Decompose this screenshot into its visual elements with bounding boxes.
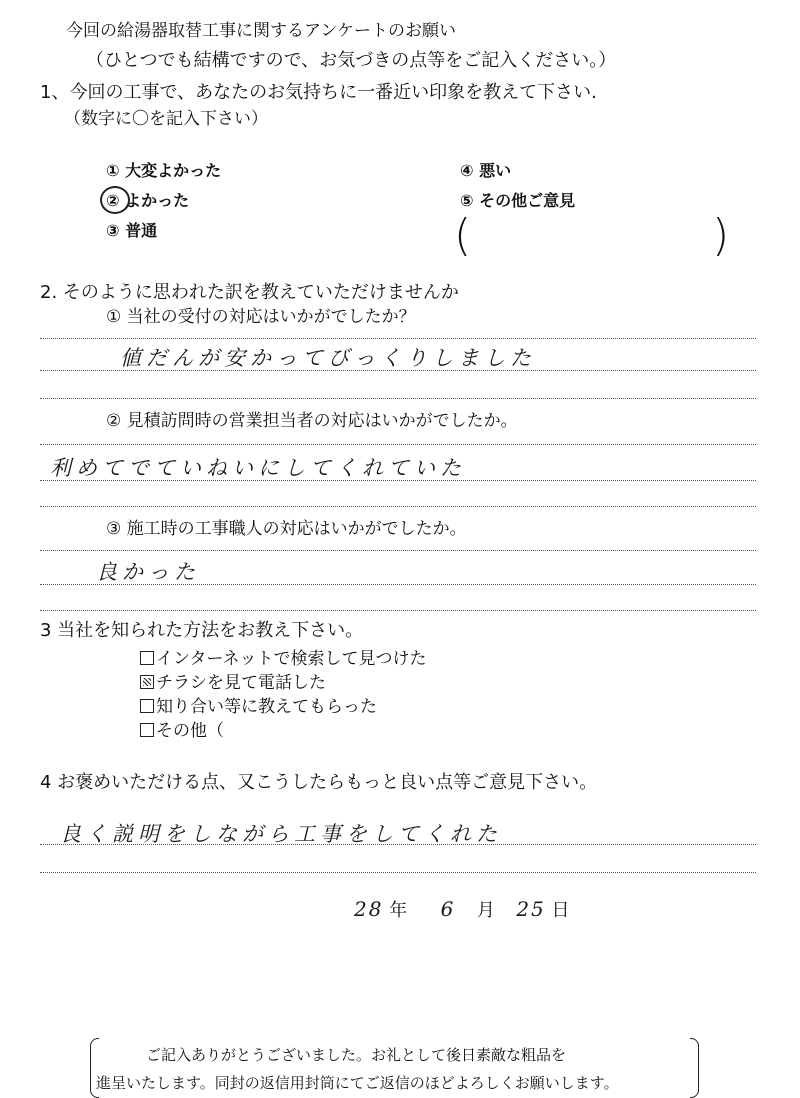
q3-option-2 <box>140 668 326 693</box>
q3-option-1-checkbox[interactable] <box>140 651 154 665</box>
q1-option-2-num: ② <box>106 191 120 210</box>
q1-option-3-label: 普通 <box>125 221 158 240</box>
q3-option-1 <box>140 644 426 669</box>
q3-question: 3 当社を知られた方法をお教え下さい。 <box>40 620 364 641</box>
q1-option-1-label: 大変よかった <box>125 161 222 180</box>
form-subtitle: （ひとつでも結構ですので、お気づきの点等をご記入ください。） <box>86 50 617 71</box>
answer-line <box>40 872 756 873</box>
answer-line <box>40 844 756 845</box>
q4-question: 4 お褒めいただける点、又こうしたらもっと良い点等ご意見下さい。 <box>40 772 598 793</box>
q3-option-3 <box>140 692 377 717</box>
answer-line <box>40 550 756 551</box>
q3-option-2-checkbox[interactable] <box>140 675 154 689</box>
q2-sub3: ③ 施工時の工事職人の対応はいかがでしたか。 <box>106 519 467 539</box>
q3-option-2-label: チラシを見て電話した <box>156 673 326 693</box>
q2-sub1: ① 当社の受付の対応はいかがでしたか？ <box>106 307 416 327</box>
q1-question: 1、今回の工事で、あなたのお気持ちに一番近い印象を教えて下さい. <box>40 82 597 103</box>
answer-line <box>40 444 756 445</box>
form-title: 今回の給湯器取替工事に関するアンケートのお願い <box>66 21 456 41</box>
date-day-label: 日 <box>551 900 570 921</box>
date-year-value: 28 <box>354 897 384 921</box>
q3-option-1-label: インターネットで検索して見つけた <box>156 649 427 669</box>
q1-option-4-label: 悪い <box>479 161 512 180</box>
date-day-value: 25 <box>516 897 546 921</box>
date-year-label: 年 <box>389 900 408 921</box>
q4-answer: 良く説明をしながら工事をしてくれた <box>60 822 502 846</box>
q3-option-4 <box>140 716 224 741</box>
q3-option-4-label: その他（ <box>156 721 224 741</box>
date-month-value: 6 <box>440 897 456 921</box>
q1-option-2-label: よかった <box>125 191 190 210</box>
q3-option-4-checkbox[interactable] <box>140 723 154 737</box>
answer-line <box>40 370 756 371</box>
q1-option-3 <box>106 218 157 241</box>
date-month-label: 月 <box>476 900 495 921</box>
q1-option-5-num: ⑤ <box>460 191 474 210</box>
answer-line <box>40 506 756 507</box>
answer-line <box>40 480 756 481</box>
q1-option-5 <box>460 188 575 211</box>
date-field <box>354 896 570 922</box>
answer-line <box>40 338 756 339</box>
footer-line-2: 進呈いたします。同封の返信用封筒にてご返信のほどよろしくお願いします。 <box>96 1074 619 1092</box>
q1-option-3-num: ③ <box>106 221 120 240</box>
q2-question: 2. そのように思われた訳を教えていただけませんか <box>40 282 459 303</box>
q1-option-4-num: ④ <box>460 161 474 180</box>
q1-instruction: （数字に〇を記入下さい） <box>64 109 268 129</box>
q2-answer1: 値だんが安かってびっくりしました <box>120 346 536 370</box>
footer-line-1: ご記入ありがとうございました。お礼として後日素敵な粗品を <box>146 1046 567 1064</box>
q3-option-3-checkbox[interactable] <box>140 699 154 713</box>
answer-line <box>40 610 756 611</box>
selected-circle-mark <box>100 186 130 214</box>
q1-option-1 <box>106 158 221 181</box>
answer-line <box>40 584 756 585</box>
q3-option-3-label: 知り合い等に教えてもらった <box>156 697 377 717</box>
q1-option-5-label: その他ご意見 <box>479 191 576 210</box>
q1-option-1-num: ① <box>106 161 120 180</box>
answer-line <box>40 398 756 399</box>
q2-answer3: 良かった <box>96 560 200 584</box>
q1-option-4 <box>460 158 511 181</box>
q2-sub2: ② 見積訪問時の営業担当者の対応はいかがでしたか。 <box>106 411 518 431</box>
q1-other-paren-open: ( <box>454 210 472 261</box>
q1-other-paren-close: ) <box>712 210 730 261</box>
footer-bracket-right <box>690 1038 699 1098</box>
q2-answer2: 利めてでていねいにしてくれていた <box>50 456 466 480</box>
